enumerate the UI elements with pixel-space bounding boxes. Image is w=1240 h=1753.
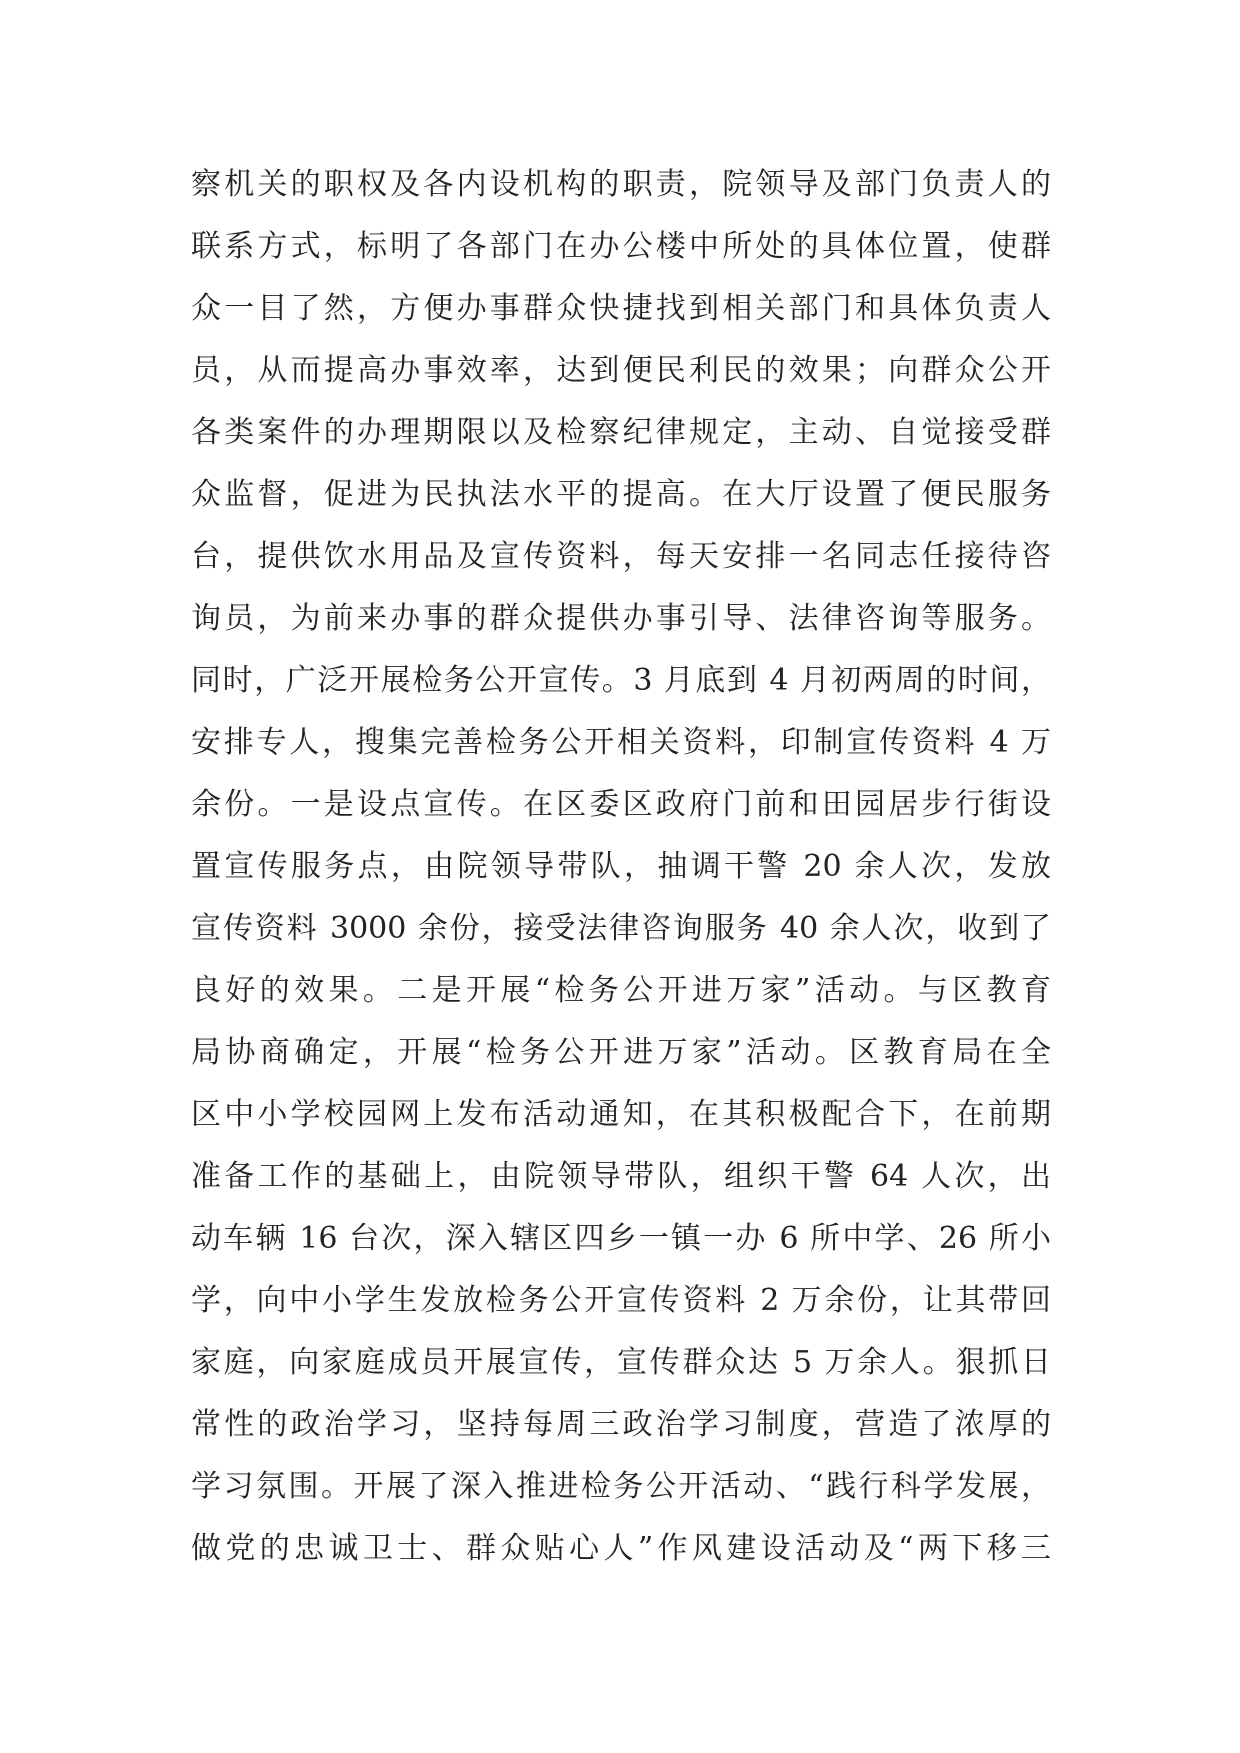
text-line: 台，提供饮水用品及宣传资料，每天安排一名同志任接待咨 bbox=[191, 539, 1051, 574]
text-line: 动车辆 16 台次，深入辖区四乡一镇一办 6 所中学、26 所小 bbox=[191, 1221, 1051, 1256]
text-line: 联系方式，标明了各部门在办公楼中所处的具体位置，使群 bbox=[191, 229, 1051, 264]
text-line: 员，从而提高办事效率，达到便民利民的效果；向群众公开 bbox=[191, 353, 1051, 388]
text-line: 各类案件的办理期限以及检察纪律规定，主动、自觉接受群 bbox=[191, 415, 1051, 450]
text-line: 常性的政治学习，坚持每周三政治学习制度，营造了浓厚的 bbox=[191, 1407, 1051, 1442]
text-line: 局协商确定，开展“检务公开进万家”活动。区教育局在全 bbox=[191, 1035, 1051, 1070]
text-line: 家庭，向家庭成员开展宣传，宣传群众达 5 万余人。狠抓日 bbox=[191, 1345, 1051, 1380]
text-line: 察机关的职权及各内设机构的职责，院领导及部门负责人的 bbox=[191, 167, 1051, 202]
text-line: 学习氛围。开展了深入推进检务公开活动、“践行科学发展， bbox=[191, 1469, 1051, 1504]
text-line: 做党的忠诚卫士、群众贴心人”作风建设活动及“两下移三 bbox=[191, 1531, 1051, 1566]
body-text bbox=[191, 154, 1051, 1580]
text-line: 学，向中小学生发放检务公开宣传资料 2 万余份，让其带回 bbox=[191, 1283, 1051, 1318]
text-line: 准备工作的基础上，由院领导带队，组织干警 64 人次，出 bbox=[191, 1159, 1051, 1194]
text-line: 区中小学校园网上发布活动通知，在其积极配合下，在前期 bbox=[191, 1097, 1051, 1132]
text-line: 安排专人，搜集完善检务公开相关资料，印制宣传资料 4 万 bbox=[191, 725, 1051, 760]
text-line: 同时，广泛开展检务公开宣传。3 月底到 4 月初两周的时间， bbox=[191, 663, 1051, 698]
text-line: 众监督，促进为民执法水平的提高。在大厅设置了便民服务 bbox=[191, 477, 1051, 512]
text-line: 询员，为前来办事的群众提供办事引导、法律咨询等服务。 bbox=[191, 601, 1051, 636]
text-line: 余份。一是设点宣传。在区委区政府门前和田园居步行街设 bbox=[191, 787, 1051, 822]
text-line: 良好的效果。二是开展“检务公开进万家”活动。与区教育 bbox=[191, 973, 1051, 1008]
text-line: 众一目了然，方便办事群众快捷找到相关部门和具体负责人 bbox=[191, 291, 1051, 326]
text-line: 置宣传服务点，由院领导带队，抽调干警 20 余人次，发放 bbox=[191, 849, 1051, 884]
text-line: 宣传资料 3000 余份，接受法律咨询服务 40 余人次，收到了 bbox=[191, 911, 1051, 946]
